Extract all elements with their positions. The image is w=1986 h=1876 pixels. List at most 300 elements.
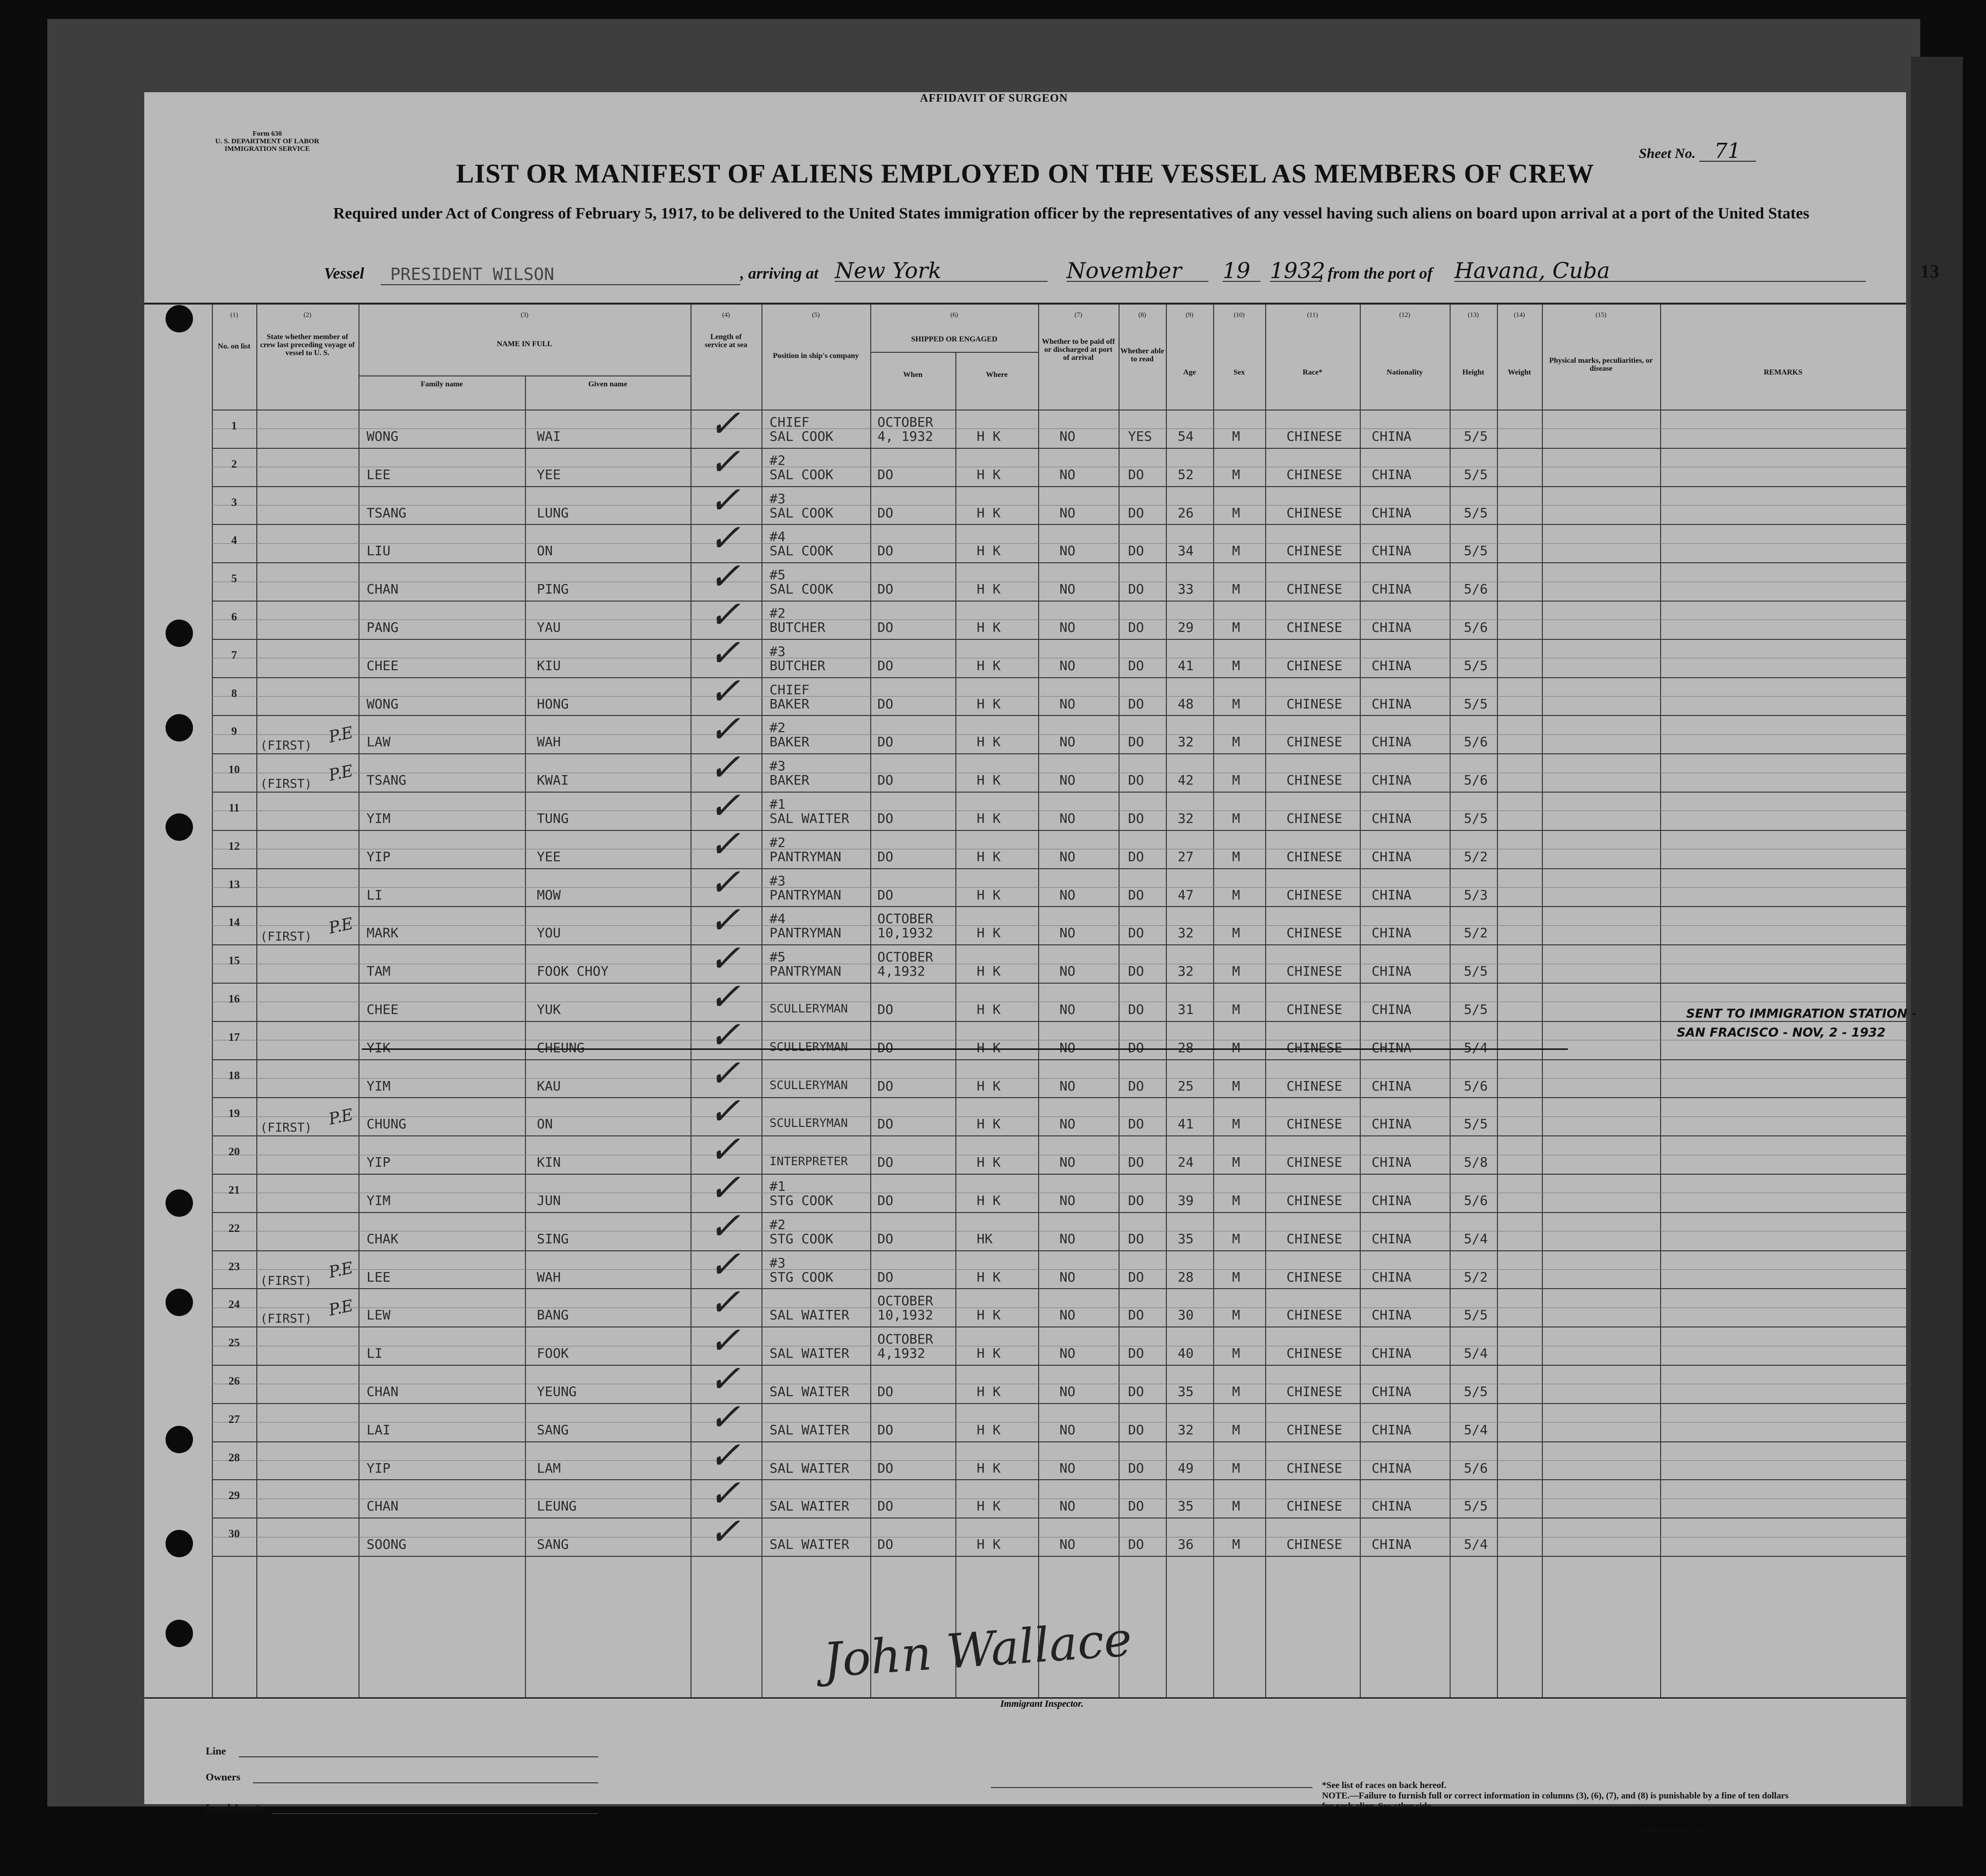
family-name: CHAN <box>367 1384 399 1399</box>
given-name: LUNG <box>537 505 569 521</box>
arriving-label: , arriving at <box>740 265 819 282</box>
row-rule <box>212 677 1906 678</box>
header-sex: Sex <box>1234 368 1245 376</box>
sex: M <box>1232 1269 1240 1285</box>
col-divider <box>1542 305 1543 1697</box>
position: SCULLERYMAN <box>770 1002 848 1015</box>
row-rule <box>212 734 1906 735</box>
height: 5/4 <box>1464 1422 1488 1438</box>
first-voyage: (FIRST) <box>260 1312 312 1326</box>
able-to-read: DO <box>1128 505 1144 521</box>
family-name: TSANG <box>367 772 407 788</box>
row-number: 15 <box>228 955 240 968</box>
family-name: LIU <box>367 543 391 558</box>
col-divider <box>870 305 871 1697</box>
able-to-read: DO <box>1128 620 1144 635</box>
row-rule <box>212 505 1906 506</box>
row-number: 3 <box>231 496 237 509</box>
position: SAL COOK <box>770 543 833 558</box>
race: CHINESE <box>1286 428 1343 444</box>
position: SAL WAITER <box>770 1307 849 1323</box>
shipped-where: H K <box>977 963 1001 979</box>
inspector-signature: John Wallace <box>821 1611 1134 1688</box>
pe-mark: P.E <box>327 1105 355 1129</box>
able-to-read: DO <box>1128 734 1144 750</box>
col-divider <box>1166 305 1167 1697</box>
nationality: CHINA <box>1372 1231 1412 1247</box>
nationality: CHINA <box>1372 467 1412 482</box>
height: 5/5 <box>1464 1498 1488 1514</box>
row-rule <box>212 944 1906 945</box>
given-name: YUK <box>537 1002 561 1017</box>
race: CHINESE <box>1286 696 1343 712</box>
family-name: CHAN <box>367 581 399 597</box>
position-line1: #3 <box>770 491 786 506</box>
shipped-where: H K <box>977 620 1001 635</box>
race: CHINESE <box>1286 1384 1343 1399</box>
row-number: 25 <box>228 1337 240 1350</box>
able-to-read: DO <box>1128 1422 1144 1438</box>
first-voyage: (FIRST) <box>260 1274 312 1288</box>
service-checkmark: ✓ <box>706 1012 750 1057</box>
arrival-day: 19 <box>1223 260 1260 282</box>
col-number: (3) <box>520 312 529 319</box>
nationality: CHINA <box>1372 1307 1412 1323</box>
race: CHINESE <box>1286 1193 1343 1208</box>
arriving-port: New York <box>835 260 1048 282</box>
given-name: LEUNG <box>537 1498 577 1514</box>
paid-off: NO <box>1059 505 1076 521</box>
header-family-name: Family name <box>420 380 463 388</box>
family-name: LAI <box>367 1422 391 1438</box>
nationality: CHINA <box>1372 581 1412 597</box>
shipped-when: DO <box>877 811 893 826</box>
row-rule <box>212 524 1906 525</box>
shipped-when: DO <box>877 696 893 712</box>
service-checkmark: ✓ <box>706 707 750 751</box>
age: 35 <box>1178 1384 1194 1399</box>
row-number: 16 <box>228 993 240 1005</box>
given-name: ON <box>537 1116 553 1132</box>
shipped-where: H K <box>977 734 1001 750</box>
agents-label: Local Agents <box>206 1802 263 1814</box>
remark-line2: SAN FRACISCO - NOV, 2 - 1932 <box>1677 1025 1886 1040</box>
race: CHINESE <box>1286 1498 1343 1514</box>
line-label: Line <box>206 1745 226 1757</box>
service-checkmark: ✓ <box>706 1166 750 1210</box>
form-label <box>210 130 324 153</box>
shipped-where: H K <box>977 1384 1001 1399</box>
row-number: 20 <box>228 1146 240 1159</box>
paid-off: NO <box>1059 1307 1076 1323</box>
background-stack-edge <box>1911 57 1963 1806</box>
binder-hole <box>166 620 193 647</box>
binder-hole <box>166 1530 193 1557</box>
row-rule <box>212 1326 1906 1327</box>
family-name: YIM <box>367 1078 391 1094</box>
row-number: 9 <box>231 725 237 738</box>
able-to-read: DO <box>1128 658 1144 673</box>
form-department: U. S. DEPARTMENT OF LABOR <box>215 138 320 145</box>
service-checkmark: ✓ <box>706 401 750 445</box>
agents-form-number: 14-1240 <box>258 1816 275 1822</box>
service-checkmark: ✓ <box>706 821 750 866</box>
race: CHINESE <box>1286 1307 1343 1323</box>
col-divider <box>955 352 956 1697</box>
shipped-when-line1: OCTOBER <box>877 1293 934 1309</box>
able-to-read: DO <box>1128 1040 1144 1056</box>
sex: M <box>1232 1536 1240 1552</box>
shipped-where: H K <box>977 1460 1001 1476</box>
row-rule <box>212 925 1906 926</box>
col-number: (1) <box>230 312 238 319</box>
shipped-when: DO <box>877 581 893 597</box>
paid-off: NO <box>1059 696 1076 712</box>
paid-off: NO <box>1059 1345 1076 1361</box>
height: 5/3 <box>1464 887 1488 903</box>
position: SAL COOK <box>770 505 833 521</box>
paid-off: NO <box>1059 1460 1076 1476</box>
shipped-when: DO <box>877 849 893 864</box>
header-physical-marks: Physical marks, peculiarities, or disease <box>1549 357 1653 373</box>
position: PANTRYMAN <box>770 887 841 903</box>
row-number: 30 <box>228 1528 240 1541</box>
nationality: CHINA <box>1372 543 1412 558</box>
family-name: TAM <box>367 963 391 979</box>
height: 5/5 <box>1464 963 1488 979</box>
age: 27 <box>1178 849 1194 864</box>
height: 5/5 <box>1464 543 1488 558</box>
page-subtitle: Required under Act of Congress of February 5, 1917, to be delivered to the United States immigration officer by the representatives of any vessel having such aliens on board upon arrival at a port of the United States <box>333 205 1810 222</box>
service-checkmark: ✓ <box>706 1204 750 1248</box>
height: 5/5 <box>1464 467 1488 482</box>
sex: M <box>1232 734 1240 750</box>
shipped-when-line1: OCTOBER <box>877 911 934 926</box>
height: 5/6 <box>1464 581 1488 597</box>
row-rule <box>212 448 1906 449</box>
vessel-name: PRESIDENT WILSON <box>381 265 740 285</box>
sex: M <box>1232 1498 1240 1514</box>
height: 5/5 <box>1464 1384 1488 1399</box>
family-name: YIM <box>367 811 391 826</box>
family-name: YIK <box>367 1040 391 1056</box>
crew-table <box>144 303 1917 1699</box>
pe-mark: P.E <box>327 723 355 747</box>
row-number: 4 <box>231 534 237 547</box>
height: 5/5 <box>1464 811 1488 826</box>
sex: M <box>1232 887 1240 903</box>
nationality: CHINA <box>1372 1116 1412 1132</box>
shipped-when: DO <box>877 1154 893 1170</box>
paid-off: NO <box>1059 1422 1076 1438</box>
service-checkmark: ✓ <box>706 1510 750 1554</box>
position: SCULLERYMAN <box>770 1078 848 1092</box>
paid-off: NO <box>1059 467 1076 482</box>
service-checkmark: ✓ <box>706 784 750 828</box>
given-name: KWAI <box>537 772 569 788</box>
race: CHINESE <box>1286 1154 1343 1170</box>
age: 47 <box>1178 887 1194 903</box>
family-name: MARK <box>367 925 399 941</box>
position: SCULLERYMAN <box>770 1116 848 1130</box>
shipped-where: H K <box>977 1078 1001 1094</box>
height: 5/6 <box>1464 772 1488 788</box>
race: CHINESE <box>1286 1422 1343 1438</box>
sex: M <box>1232 1307 1240 1323</box>
col-divider <box>1038 305 1039 1697</box>
height: 5/5 <box>1464 658 1488 673</box>
given-name: SANG <box>537 1536 569 1552</box>
nationality: CHINA <box>1372 734 1412 750</box>
shipped-where: H K <box>977 1002 1001 1017</box>
row-number: 24 <box>228 1299 240 1311</box>
shipped-where: H K <box>977 1498 1001 1514</box>
nationality: CHINA <box>1372 1269 1412 1285</box>
col-divider <box>1660 305 1661 1697</box>
inspector-label: Immigrant Inspector. <box>1000 1699 1084 1709</box>
row-rule <box>212 1097 1906 1098</box>
paid-off: NO <box>1059 811 1076 826</box>
row-number: 21 <box>228 1184 240 1196</box>
shipped-when-line1: OCTOBER <box>877 414 934 430</box>
header-race: Race* <box>1303 368 1322 376</box>
col-number: (10) <box>1234 312 1245 319</box>
position: INTERPRETER <box>770 1154 848 1168</box>
height: 5/6 <box>1464 1460 1488 1476</box>
position: BAKER <box>770 696 810 712</box>
family-name: CHEE <box>367 1002 399 1017</box>
shipped-when: DO <box>877 505 893 521</box>
col-number: (2) <box>303 312 312 319</box>
age: 42 <box>1178 772 1194 788</box>
col-divider <box>1497 305 1498 1697</box>
shipped-when: DO <box>877 1422 893 1438</box>
race: CHINESE <box>1286 925 1343 941</box>
header-shipped: SHIPPED OR ENGAGED <box>911 335 997 343</box>
service-checkmark: ✓ <box>706 1242 750 1286</box>
row-rule <box>212 696 1906 697</box>
note-races: *See list of races on back hereof. <box>1322 1780 1446 1790</box>
given-name: MOW <box>537 887 561 903</box>
binder-hole <box>166 1289 193 1316</box>
able-to-read: DO <box>1128 1460 1144 1476</box>
family-name: WONG <box>367 428 399 444</box>
race: CHINESE <box>1286 963 1343 979</box>
able-to-read: DO <box>1128 1384 1144 1399</box>
shipped-where: H K <box>977 1116 1001 1132</box>
row-rule <box>212 639 1906 640</box>
col-divider <box>1360 305 1361 1697</box>
row-rule <box>212 562 1906 563</box>
row-number: 29 <box>228 1490 240 1502</box>
paid-off: NO <box>1059 658 1076 673</box>
row-number: 7 <box>231 649 237 662</box>
position: BAKER <box>770 772 810 788</box>
race: CHINESE <box>1286 1460 1343 1476</box>
nationality: CHINA <box>1372 772 1412 788</box>
able-to-read: DO <box>1128 1116 1144 1132</box>
row-rule <box>212 1479 1906 1480</box>
row-number: 10 <box>228 764 240 777</box>
able-to-read: DO <box>1128 1345 1144 1361</box>
nationality: CHINA <box>1372 963 1412 979</box>
binder-hole <box>166 714 193 742</box>
row-rule <box>212 1365 1906 1366</box>
nationality: CHINA <box>1372 696 1412 712</box>
row-rule <box>212 830 1906 831</box>
able-to-read: DO <box>1128 1307 1144 1323</box>
service-checkmark: ✓ <box>706 554 750 599</box>
row-rule <box>212 1021 1906 1022</box>
shipped-where: H K <box>977 849 1001 864</box>
position: BUTCHER <box>770 658 826 673</box>
nationality: CHINA <box>1372 620 1412 635</box>
shipped-when: DO <box>877 887 893 903</box>
shipped-when: DO <box>877 1384 893 1399</box>
row-number: 19 <box>228 1108 240 1120</box>
shipped-when: DO <box>877 1231 893 1247</box>
service-checkmark: ✓ <box>706 516 750 560</box>
race: CHINESE <box>1286 543 1343 558</box>
able-to-read: DO <box>1128 1154 1144 1170</box>
height: 5/5 <box>1464 696 1488 712</box>
sex: M <box>1232 1193 1240 1208</box>
row-rule <box>212 1288 1906 1289</box>
nationality: CHINA <box>1372 1078 1412 1094</box>
shipped-where: H K <box>977 887 1001 903</box>
family-name: LEE <box>367 467 391 482</box>
nationality: CHINA <box>1372 1193 1412 1208</box>
service-checkmark: ✓ <box>706 1280 750 1325</box>
binder-hole <box>166 305 193 332</box>
position: BAKER <box>770 734 810 750</box>
nationality: CHINA <box>1372 1422 1412 1438</box>
paid-off: NO <box>1059 1040 1076 1056</box>
row-rule <box>212 1556 1906 1557</box>
header-given-name: Given name <box>588 380 628 388</box>
row-number: 12 <box>228 840 240 853</box>
row-number: 14 <box>228 916 240 929</box>
able-to-read: DO <box>1128 849 1144 864</box>
row-number: 27 <box>228 1413 240 1426</box>
shipped-when: DO <box>877 1460 893 1476</box>
paid-off: NO <box>1059 963 1076 979</box>
position: SAL COOK <box>770 428 833 444</box>
row-rule <box>212 1059 1906 1060</box>
service-checkmark: ✓ <box>706 439 750 484</box>
row-rule <box>212 601 1906 602</box>
sex: M <box>1232 1384 1240 1399</box>
sex: M <box>1232 925 1240 941</box>
nationality: CHINA <box>1372 1536 1412 1552</box>
row-rule <box>212 906 1906 907</box>
arrival-month: November <box>1067 260 1208 282</box>
service-checkmark: ✓ <box>706 860 750 904</box>
family-name: YIP <box>367 1460 391 1476</box>
position-line1: #5 <box>770 949 786 965</box>
given-name: ON <box>537 543 553 558</box>
position: SAL COOK <box>770 467 833 482</box>
position: SAL WAITER <box>770 1345 849 1361</box>
shipped-where: H K <box>977 658 1001 673</box>
height: 5/2 <box>1464 1269 1488 1285</box>
row-rule <box>212 543 1906 544</box>
able-to-read: DO <box>1128 1498 1144 1514</box>
able-to-read: DO <box>1128 887 1144 903</box>
race: CHINESE <box>1286 849 1343 864</box>
position-line1: #3 <box>770 873 786 889</box>
row-rule <box>212 428 1906 429</box>
row-number: 17 <box>228 1031 240 1044</box>
family-name: LI <box>367 887 383 903</box>
shipped-where: H K <box>977 543 1001 558</box>
surgeon-heading: AFFIDAVIT OF SURGEON <box>920 92 1068 105</box>
service-checkmark: ✓ <box>706 1051 750 1095</box>
row-rule <box>212 1212 1906 1213</box>
able-to-read: DO <box>1128 1002 1144 1017</box>
race: CHINESE <box>1286 1536 1343 1552</box>
pe-mark: P.E <box>327 1296 355 1320</box>
first-voyage: (FIRST) <box>260 930 312 944</box>
sex: M <box>1232 658 1240 673</box>
race: CHINESE <box>1286 620 1343 635</box>
sex: M <box>1232 1460 1240 1476</box>
age: 28 <box>1178 1269 1194 1285</box>
paid-off: NO <box>1059 1269 1076 1285</box>
col-divider <box>761 305 762 1697</box>
family-name: TSANG <box>367 505 407 521</box>
sheet-label: Sheet No. <box>1639 146 1696 161</box>
given-name: WAI <box>537 428 561 444</box>
sex: M <box>1232 849 1240 864</box>
family-name: LAW <box>367 734 391 750</box>
family-name: LEE <box>367 1269 391 1285</box>
shipped-where: HK <box>977 1231 993 1247</box>
service-checkmark: ✓ <box>706 1127 750 1172</box>
row-number: 22 <box>228 1222 240 1235</box>
form-service: IMMIGRATION SERVICE <box>224 145 310 153</box>
able-to-read: DO <box>1128 963 1144 979</box>
position-line1: #1 <box>770 1178 786 1194</box>
paid-off: NO <box>1059 734 1076 750</box>
service-checkmark: ✓ <box>706 1433 750 1477</box>
col-number: (12) <box>1399 312 1410 319</box>
position-line1: #3 <box>770 644 786 659</box>
col-number: (5) <box>812 312 820 319</box>
row-rule <box>212 983 1906 984</box>
col-number: (8) <box>1138 312 1146 319</box>
height: 5/4 <box>1464 1040 1488 1056</box>
row-rule <box>212 753 1906 754</box>
position-line1: #3 <box>770 1255 786 1271</box>
height: 5/5 <box>1464 1116 1488 1132</box>
family-name: CHUNG <box>367 1116 407 1132</box>
header-position: Position in ship's company <box>773 352 859 360</box>
position-line1: #5 <box>770 567 786 583</box>
service-checkmark: ✓ <box>706 478 750 522</box>
shipped-when: DO <box>877 1002 893 1017</box>
given-name: YEE <box>537 849 561 864</box>
race: CHINESE <box>1286 505 1343 521</box>
manifest-page <box>144 92 1939 1832</box>
given-name: FOOK CHOY <box>537 963 609 979</box>
sex: M <box>1232 696 1240 712</box>
given-name: HONG <box>537 696 569 712</box>
row-number: 18 <box>228 1069 240 1082</box>
given-name: YAU <box>537 620 561 635</box>
position: SAL WAITER <box>770 1422 849 1438</box>
paid-off: NO <box>1059 581 1076 597</box>
